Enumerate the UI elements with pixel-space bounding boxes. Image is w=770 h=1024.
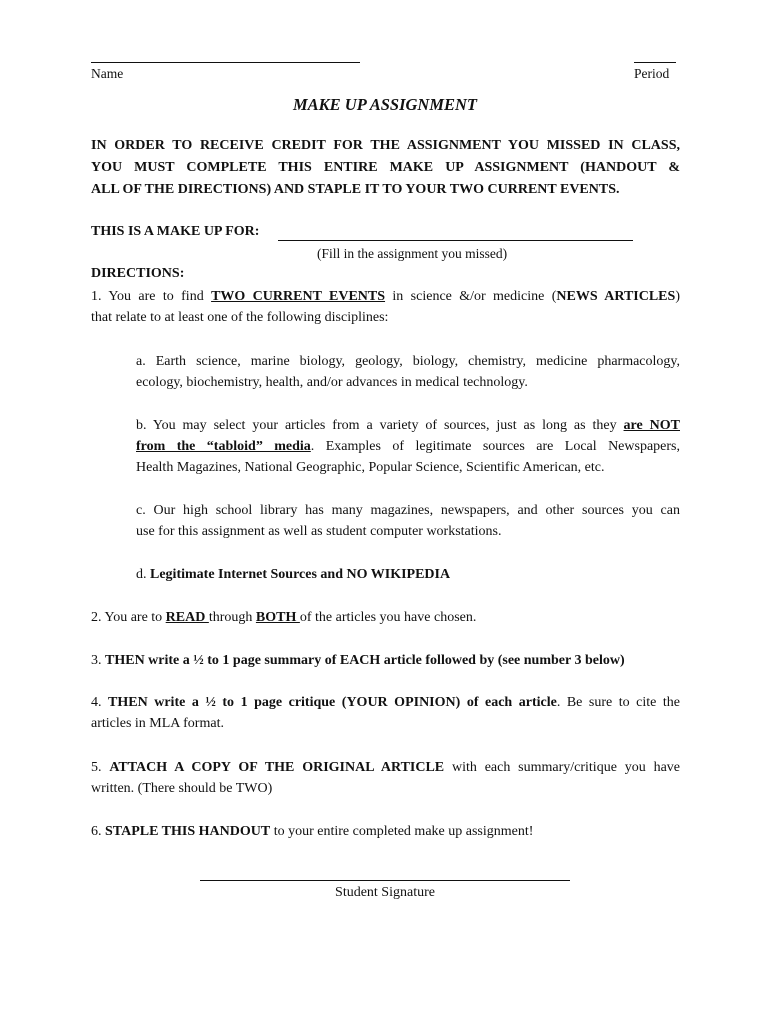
- period-blank-line[interactable]: [634, 62, 676, 63]
- step-2-text: of the articles you have chosen.: [299, 610, 477, 625]
- makeup-for-label: THIS IS A MAKE UP FOR:: [91, 224, 260, 239]
- intro-line: IN ORDER TO RECEIVE CREDIT FOR THE ASSIGNMENT YOU MISSED IN CLASS,: [91, 138, 680, 153]
- item-b-text: . Examples of legitimate sources are Local Newspapers,: [310, 439, 680, 454]
- step-4-bold: THEN write a ½ to 1 page critique (YOUR OPINION) of each article: [108, 695, 557, 710]
- item-a-line: ecology, biochemistry, health, and/or advances in medical technology.: [136, 375, 528, 390]
- directions-heading: DIRECTIONS:: [91, 266, 185, 281]
- step-5-line2: written. (There should be TWO): [91, 781, 273, 796]
- item-c-line: use for this assignment as well as student computer workstations.: [136, 524, 502, 539]
- d1-text: ): [675, 289, 680, 304]
- step-2-text: through: [208, 610, 256, 625]
- step-6-number: 6.: [91, 824, 105, 839]
- item-c-line: c. Our high school library has many magazines, newspapers, and other sources you can: [136, 503, 680, 518]
- d1-underlined: TWO CURRENT EVENTS: [211, 289, 386, 304]
- intro-line: ALL OF THE DIRECTIONS) AND STAPLE IT TO YOUR TWO CURRENT EVENTS.: [91, 182, 620, 197]
- intro-line: YOU MUST COMPLETE THIS ENTIRE MAKE UP ASSIGNMENT (HANDOUT &: [91, 160, 680, 175]
- item-d-text: d.: [136, 567, 150, 582]
- step-5-number: 5.: [91, 760, 110, 775]
- step-2-read: READ: [165, 610, 209, 625]
- item-b: [136, 415, 680, 478]
- direction-1: [91, 286, 680, 328]
- page-title: MAKE UP ASSIGNMENT: [293, 95, 477, 114]
- d1-line2: that relate to at least one of the following disciplines:: [91, 310, 389, 325]
- step-3: [91, 650, 625, 671]
- intro-paragraph: [91, 135, 680, 201]
- step-6-bold: STAPLE THIS HANDOUT: [105, 824, 271, 839]
- d1-bold: NEWS ARTICLES: [556, 289, 676, 304]
- step-3-bold: THEN write a ½ to 1 page summary of EACH article followed by (see number 3 below): [105, 653, 625, 668]
- item-b-text: b. You may select your articles from a variety of sources, just as long as they: [136, 418, 624, 433]
- step-4-line2: articles in MLA format.: [91, 716, 224, 731]
- makeup-for-hint: (Fill in the assignment you missed): [317, 246, 508, 261]
- item-a: [136, 351, 680, 393]
- step-4-number: 4.: [91, 695, 109, 710]
- d1-text: 1. You are to find: [91, 289, 212, 304]
- item-b-line: Health Magazines, National Geographic, Popular Science, Scientific American, etc.: [136, 460, 605, 475]
- step-2-text: 2. You are to: [91, 610, 166, 625]
- step-6: [91, 821, 533, 842]
- name-label: Name: [91, 66, 124, 81]
- item-d: [136, 564, 450, 585]
- step-3-number: 3.: [91, 653, 105, 668]
- item-b-underlined: are NOT: [623, 418, 680, 433]
- step-6-text: to your entire completed make up assignment!: [270, 824, 534, 839]
- step-5: [91, 757, 680, 799]
- step-4: [91, 692, 680, 734]
- makeup-for-blank-line[interactable]: [278, 240, 633, 241]
- step-2: [91, 607, 476, 628]
- item-d-bold: Legitimate Internet Sources and NO WIKIPEDIA: [150, 567, 451, 582]
- item-b-underlined: from the “tabloid” media: [136, 439, 311, 454]
- period-label: Period: [634, 66, 670, 81]
- step-4-text: . Be sure to cite the: [556, 695, 681, 710]
- name-blank-line[interactable]: [91, 62, 360, 63]
- signature-blank-line[interactable]: [200, 880, 570, 881]
- d1-text: in science &/or medicine (: [385, 289, 557, 304]
- step-5-bold: ATTACH A COPY OF THE ORIGINAL ARTICLE: [109, 760, 445, 775]
- item-c: [136, 500, 680, 542]
- signature-label: Student Signature: [335, 885, 435, 900]
- item-a-line: a. Earth science, marine biology, geology, biology, chemistry, medicine pharmacology,: [136, 354, 680, 369]
- step-2-both: BOTH: [255, 610, 300, 625]
- step-5-text: with each summary/critique you have: [444, 760, 680, 775]
